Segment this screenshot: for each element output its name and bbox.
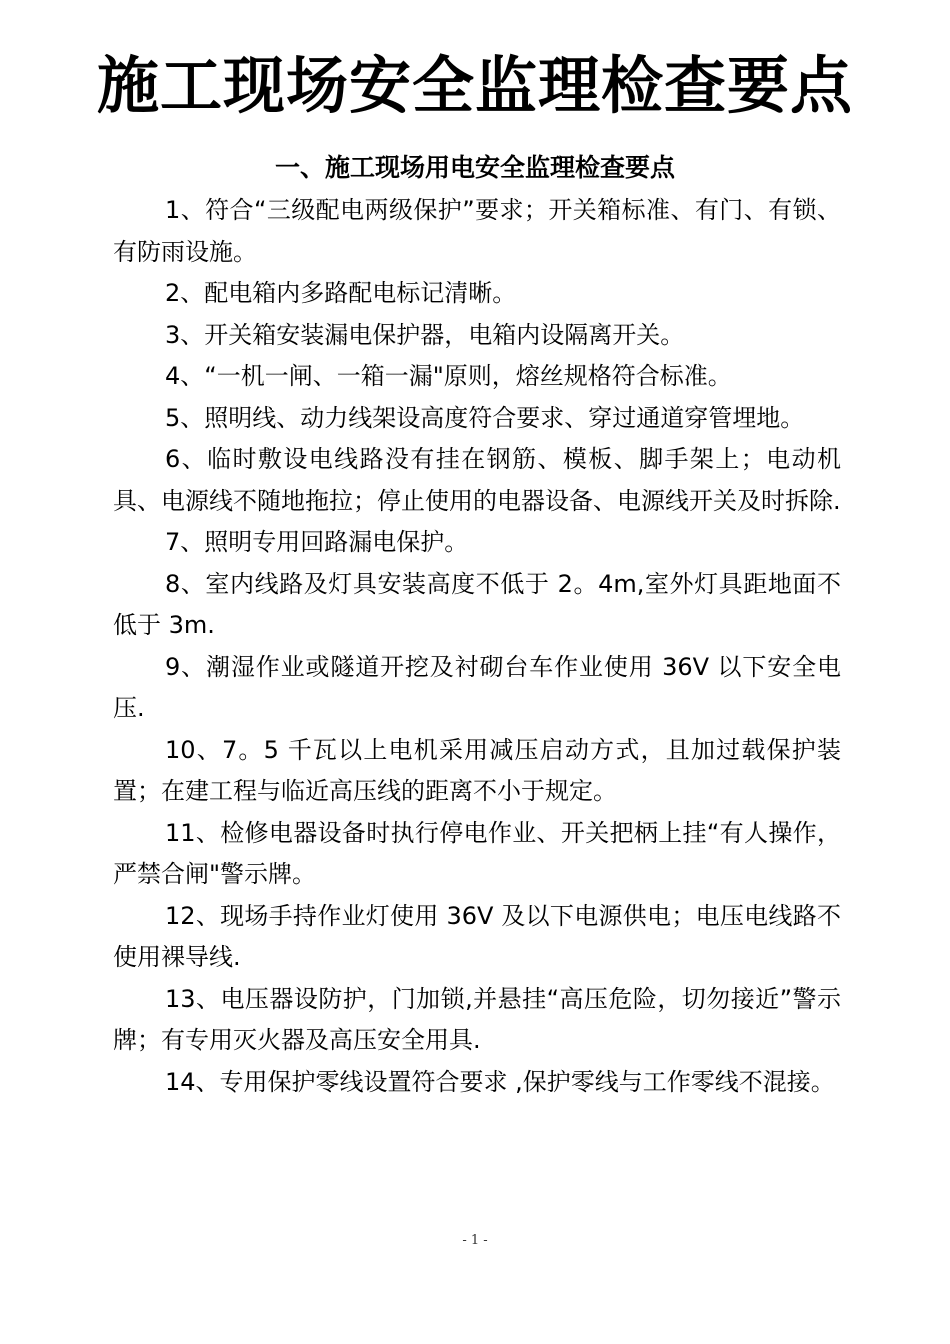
checklist-item: 3、开关箱安装漏电保护器，电箱内设隔离开关。 xyxy=(165,320,685,349)
checklist-item: 9、潮湿作业或隧道开挖及衬砌台车作业使用 36V 以下安全电压. xyxy=(113,652,841,722)
section-heading: 一、施工现场用电安全监理检查要点 xyxy=(274,153,675,182)
checklist-item: 10、7。5 千瓦以上电机采用减压启动方式，且加过载保护装置；在建工程与临近高压线的距离不小于规定。 xyxy=(113,735,841,805)
checklist-item: 1、符合“三级配电两级保护”要求；开关箱标准、有门、有锁、有防雨设施。 xyxy=(113,196,841,266)
checklist-item: 8、室内线路及灯具安装高度不低于 2。4m,室外灯具距地面不低于 3m. xyxy=(113,569,841,639)
document-title: 施工现场安全监理检查要点 xyxy=(96,49,853,122)
page-number: - 1 - xyxy=(462,1233,488,1248)
checklist-item: 14、专用保护零线设置符合要求 ,保护零线与工作零线不混接。 xyxy=(165,1067,835,1096)
checklist-item: 4、“一机一闸、一箱一漏"原则，熔丝规格符合标准。 xyxy=(165,362,732,390)
checklist xyxy=(113,190,841,1103)
checklist-item: 12、现场手持作业灯使用 36V 及以下电源供电；电压电线路不使用裸导线. xyxy=(113,901,841,971)
checklist-item: 13、电压器设防护，门加锁,并悬挂“高压危险，切勿接近”警示牌；有专用灭火器及高压安全用具. xyxy=(113,984,841,1054)
checklist-item: 7、照明专用回路漏电保护。 xyxy=(165,528,469,556)
checklist-item: 11、检修电器设备时执行停电作业、开关把柄上挂“有人操作，严禁合闸"警示牌。 xyxy=(113,818,841,888)
checklist-item: 5、照明线、动力线架设高度符合要求、穿过通道穿管埋地。 xyxy=(165,403,805,432)
checklist-item: 6、临时敷设电线路没有挂在钢筋、模板、脚手架上；电动机具、电源线不随地拖拉；停止使用的电器设备、电源线开关及时拆除. xyxy=(113,445,841,515)
checklist-item: 2、配电箱内多路配电标记清晰。 xyxy=(165,279,517,307)
